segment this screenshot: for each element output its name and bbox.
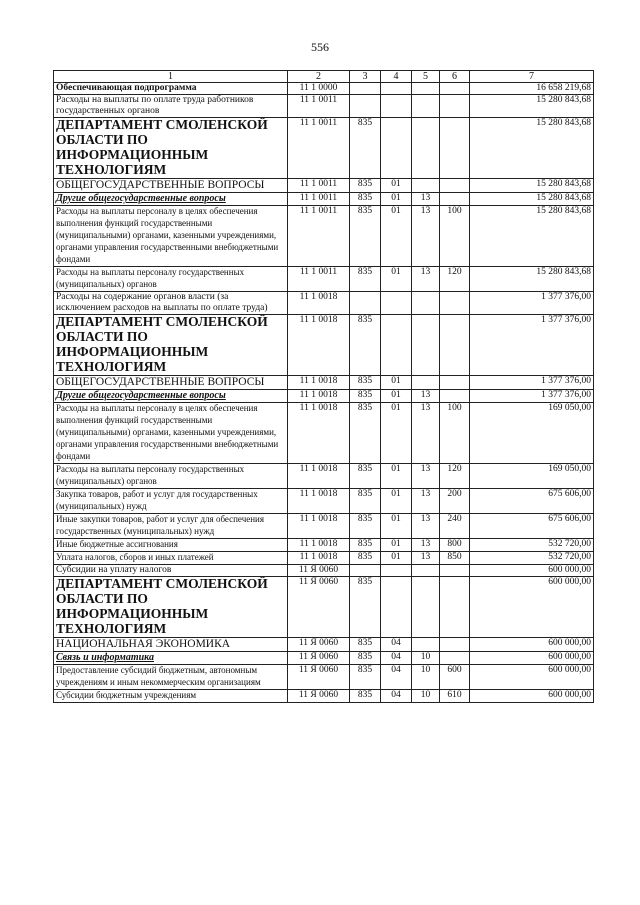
row-subsection xyxy=(412,292,440,315)
row-vr: 200 xyxy=(440,489,470,514)
row-section: 01 xyxy=(381,206,412,267)
table-row xyxy=(54,665,594,690)
row-vr xyxy=(440,193,470,206)
row-label: Субсидии на уплату налогов xyxy=(56,565,172,575)
row-name xyxy=(54,267,288,292)
row-name xyxy=(54,665,288,690)
row-cs-code: 11 Я 0060 xyxy=(288,577,350,638)
row-grbs: 835 xyxy=(350,665,381,690)
table-row xyxy=(54,652,594,665)
row-label: ДЕПАРТАМЕНТ СМОЛЕНСКОЙ ОБЛАСТИ ПО ИНФОРМАЦИОННЫМ ТЕХНОЛОГИЯМ xyxy=(56,314,268,374)
row-vr: 240 xyxy=(440,514,470,539)
row-subsection xyxy=(412,565,440,577)
row-subsection: 13 xyxy=(412,552,440,565)
table-row xyxy=(54,179,594,193)
row-grbs xyxy=(350,95,381,118)
row-section: 01 xyxy=(381,514,412,539)
row-cs-code: 11 1 0011 xyxy=(288,267,350,292)
row-amount: 675 606,00 xyxy=(470,514,594,539)
row-label: Субсидии бюджетным учреждениям xyxy=(56,690,197,700)
row-section: 01 xyxy=(381,489,412,514)
row-vr: 600 xyxy=(440,665,470,690)
row-grbs: 835 xyxy=(350,577,381,638)
row-amount: 600 000,00 xyxy=(470,565,594,577)
row-cs-code: 11 1 0018 xyxy=(288,315,350,376)
row-name xyxy=(54,118,288,179)
table-row xyxy=(54,95,594,118)
table-row xyxy=(54,489,594,514)
row-subsection xyxy=(412,577,440,638)
table-row xyxy=(54,390,594,403)
row-name xyxy=(54,315,288,376)
row-section: 01 xyxy=(381,464,412,489)
row-section: 01 xyxy=(381,552,412,565)
row-amount: 15 280 843,68 xyxy=(470,193,594,206)
table-row xyxy=(54,539,594,552)
row-amount: 532 720,00 xyxy=(470,539,594,552)
row-section xyxy=(381,577,412,638)
row-name xyxy=(54,652,288,665)
row-amount: 15 280 843,68 xyxy=(470,95,594,118)
table-row xyxy=(54,206,594,267)
row-grbs: 835 xyxy=(350,652,381,665)
row-vr: 800 xyxy=(440,539,470,552)
row-vr xyxy=(440,315,470,376)
row-label: Расходы на содержание органов власти (за исключением расходов на выплаты по оплате труда) xyxy=(56,292,268,313)
row-subsection: 13 xyxy=(412,514,440,539)
row-label: ОБЩЕГОСУДАРСТВЕННЫЕ ВОПРОСЫ xyxy=(56,376,265,388)
row-cs-code: 11 1 0011 xyxy=(288,206,350,267)
row-section xyxy=(381,83,412,95)
row-label: Расходы на выплаты персоналу в целях обеспечения выполнения функций государственными (муниципальными) органами, казенными учреждениями, органами управления государственными внебюджетными фондами xyxy=(56,206,279,264)
row-vr: 100 xyxy=(440,403,470,464)
row-amount: 15 280 843,68 xyxy=(470,179,594,193)
row-subsection: 13 xyxy=(412,193,440,206)
row-cs-code: 11 1 0011 xyxy=(288,95,350,118)
row-grbs: 835 xyxy=(350,403,381,464)
row-vr xyxy=(440,95,470,118)
row-amount: 532 720,00 xyxy=(470,552,594,565)
row-subsection xyxy=(412,376,440,390)
row-grbs: 835 xyxy=(350,206,381,267)
row-vr xyxy=(440,179,470,193)
row-cs-code: 11 1 0011 xyxy=(288,193,350,206)
row-name xyxy=(54,539,288,552)
row-subsection xyxy=(412,638,440,652)
row-amount: 675 606,00 xyxy=(470,489,594,514)
row-cs-code: 11 1 0000 xyxy=(288,83,350,95)
row-cs-code: 11 1 0018 xyxy=(288,390,350,403)
row-subsection: 10 xyxy=(412,665,440,690)
row-vr: 850 xyxy=(440,552,470,565)
row-label: Обеспечивающая подпрограмма xyxy=(56,83,197,93)
row-amount: 600 000,00 xyxy=(470,665,594,690)
row-name xyxy=(54,390,288,403)
header-cell: 6 xyxy=(440,71,470,83)
row-name xyxy=(54,638,288,652)
header-cell: 5 xyxy=(412,71,440,83)
row-grbs: 835 xyxy=(350,690,381,703)
row-amount: 600 000,00 xyxy=(470,638,594,652)
row-subsection: 13 xyxy=(412,267,440,292)
row-subsection: 13 xyxy=(412,390,440,403)
budget-table xyxy=(53,70,594,703)
row-amount: 16 658 219,68 xyxy=(470,83,594,95)
table-row xyxy=(54,464,594,489)
row-name xyxy=(54,179,288,193)
row-amount: 15 280 843,68 xyxy=(470,118,594,179)
row-name xyxy=(54,83,288,95)
row-cs-code: 11 Я 0060 xyxy=(288,652,350,665)
row-name xyxy=(54,577,288,638)
row-amount: 600 000,00 xyxy=(470,652,594,665)
table-row xyxy=(54,193,594,206)
row-name xyxy=(54,292,288,315)
row-label: Закупка товаров, работ и услуг для государственных (муниципальных) нужд xyxy=(56,489,258,511)
header-cell: 4 xyxy=(381,71,412,83)
row-cs-code: 11 1 0011 xyxy=(288,179,350,193)
table-row xyxy=(54,403,594,464)
row-label: Расходы на выплаты персоналу государственных (муниципальных) органов xyxy=(56,267,245,289)
row-cs-code: 11 1 0018 xyxy=(288,514,350,539)
table-row xyxy=(54,315,594,376)
row-subsection xyxy=(412,83,440,95)
row-grbs: 835 xyxy=(350,193,381,206)
row-amount: 1 377 376,00 xyxy=(470,315,594,376)
row-section: 04 xyxy=(381,638,412,652)
row-subsection xyxy=(412,179,440,193)
row-amount: 600 000,00 xyxy=(470,690,594,703)
row-vr xyxy=(440,376,470,390)
table-row xyxy=(54,690,594,703)
row-cs-code: 11 1 0018 xyxy=(288,403,350,464)
table-row xyxy=(54,514,594,539)
row-label: Уплата налогов, сборов и иных платежей xyxy=(56,552,214,562)
header-cell: 3 xyxy=(350,71,381,83)
row-cs-code: 11 1 0018 xyxy=(288,539,350,552)
table-row xyxy=(54,83,594,95)
row-name xyxy=(54,690,288,703)
row-name xyxy=(54,464,288,489)
row-amount: 1 377 376,00 xyxy=(470,292,594,315)
row-label: Предоставление субсидий бюджетным, автономным учреждениям и иным некоммерческим организациям xyxy=(56,665,261,687)
table-row xyxy=(54,292,594,315)
row-vr xyxy=(440,652,470,665)
header-cell: 7 xyxy=(470,71,594,83)
row-subsection: 13 xyxy=(412,403,440,464)
row-subsection: 13 xyxy=(412,489,440,514)
row-name xyxy=(54,376,288,390)
row-label: Другие общегосударственные вопросы xyxy=(56,390,226,401)
row-name xyxy=(54,552,288,565)
row-grbs: 835 xyxy=(350,179,381,193)
row-section: 01 xyxy=(381,376,412,390)
table-body xyxy=(54,71,594,703)
row-cs-code: 11 Я 0060 xyxy=(288,638,350,652)
row-section: 04 xyxy=(381,652,412,665)
row-label: Связь и информатика xyxy=(56,652,154,663)
row-section xyxy=(381,565,412,577)
row-amount: 169 050,00 xyxy=(470,464,594,489)
table-row xyxy=(54,267,594,292)
row-name xyxy=(54,403,288,464)
row-grbs xyxy=(350,565,381,577)
row-section: 01 xyxy=(381,179,412,193)
row-vr xyxy=(440,292,470,315)
row-section: 01 xyxy=(381,390,412,403)
table-row xyxy=(54,577,594,638)
row-label: НАЦИОНАЛЬНАЯ ЭКОНОМИКА xyxy=(56,638,231,650)
row-vr xyxy=(440,118,470,179)
page-number: 556 xyxy=(311,40,329,54)
table-row xyxy=(54,565,594,577)
row-cs-code: 11 1 0018 xyxy=(288,292,350,315)
row-section: 01 xyxy=(381,267,412,292)
row-name xyxy=(54,489,288,514)
row-section xyxy=(381,95,412,118)
row-label: Иные бюджетные ассигнования xyxy=(56,539,178,549)
row-vr xyxy=(440,390,470,403)
header-row xyxy=(54,71,594,83)
row-amount: 15 280 843,68 xyxy=(470,206,594,267)
row-name xyxy=(54,514,288,539)
row-name xyxy=(54,95,288,118)
row-section xyxy=(381,315,412,376)
row-grbs: 835 xyxy=(350,390,381,403)
row-name xyxy=(54,565,288,577)
row-cs-code: 11 Я 0060 xyxy=(288,690,350,703)
row-cs-code: 11 1 0018 xyxy=(288,552,350,565)
row-name xyxy=(54,206,288,267)
table-row xyxy=(54,552,594,565)
row-vr: 120 xyxy=(440,464,470,489)
row-grbs: 835 xyxy=(350,315,381,376)
row-subsection: 10 xyxy=(412,652,440,665)
row-subsection: 13 xyxy=(412,206,440,267)
table-row xyxy=(54,376,594,390)
row-cs-code: 11 1 0011 xyxy=(288,118,350,179)
row-subsection xyxy=(412,315,440,376)
row-section: 01 xyxy=(381,403,412,464)
row-section xyxy=(381,118,412,179)
row-grbs: 835 xyxy=(350,638,381,652)
row-vr: 100 xyxy=(440,206,470,267)
row-section: 04 xyxy=(381,665,412,690)
header-cell: 2 xyxy=(288,71,350,83)
row-name xyxy=(54,193,288,206)
row-subsection: 13 xyxy=(412,539,440,552)
row-grbs: 835 xyxy=(350,376,381,390)
row-subsection: 10 xyxy=(412,690,440,703)
header-cell: 1 xyxy=(54,71,288,83)
row-cs-code: 11 Я 0060 xyxy=(288,565,350,577)
row-grbs: 835 xyxy=(350,464,381,489)
row-vr: 610 xyxy=(440,690,470,703)
row-grbs: 835 xyxy=(350,552,381,565)
row-subsection xyxy=(412,118,440,179)
row-cs-code: 11 1 0018 xyxy=(288,489,350,514)
row-amount: 1 377 376,00 xyxy=(470,390,594,403)
row-grbs xyxy=(350,83,381,95)
row-label: ДЕПАРТАМЕНТ СМОЛЕНСКОЙ ОБЛАСТИ ПО ИНФОРМАЦИОННЫМ ТЕХНОЛОГИЯМ xyxy=(56,576,268,636)
row-amount: 169 050,00 xyxy=(470,403,594,464)
row-label: ДЕПАРТАМЕНТ СМОЛЕНСКОЙ ОБЛАСТИ ПО ИНФОРМАЦИОННЫМ ТЕХНОЛОГИЯМ xyxy=(56,117,268,177)
row-grbs: 835 xyxy=(350,118,381,179)
row-section: 04 xyxy=(381,690,412,703)
row-grbs xyxy=(350,292,381,315)
row-grbs: 835 xyxy=(350,539,381,552)
row-label: Расходы на выплаты персоналу государственных (муниципальных) органов xyxy=(56,464,245,486)
row-amount: 15 280 843,68 xyxy=(470,267,594,292)
row-vr: 120 xyxy=(440,267,470,292)
table-row xyxy=(54,638,594,652)
row-amount: 600 000,00 xyxy=(470,577,594,638)
row-label: Другие общегосударственные вопросы xyxy=(56,193,226,204)
row-label: Иные закупки товаров, работ и услуг для обеспечения государственных (муниципальных) нужд xyxy=(56,514,264,536)
row-label: ОБЩЕГОСУДАРСТВЕННЫЕ ВОПРОСЫ xyxy=(56,179,265,191)
row-grbs: 835 xyxy=(350,489,381,514)
row-amount: 1 377 376,00 xyxy=(470,376,594,390)
row-cs-code: 11 1 0018 xyxy=(288,376,350,390)
table-row xyxy=(54,118,594,179)
row-label: Расходы на выплаты персоналу в целях обеспечения выполнения функций государственными (муниципальными) органами, казенными учреждениями, органами управления государственными внебюджетными фондами xyxy=(56,403,279,461)
row-subsection: 13 xyxy=(412,464,440,489)
row-section xyxy=(381,292,412,315)
row-grbs: 835 xyxy=(350,267,381,292)
row-section: 01 xyxy=(381,539,412,552)
row-vr xyxy=(440,638,470,652)
row-vr xyxy=(440,577,470,638)
row-label: Расходы на выплаты по оплате труда работников государственных органов xyxy=(56,95,254,116)
row-subsection xyxy=(412,95,440,118)
row-vr xyxy=(440,565,470,577)
row-grbs: 835 xyxy=(350,514,381,539)
row-section: 01 xyxy=(381,193,412,206)
row-vr xyxy=(440,83,470,95)
row-cs-code: 11 Я 0060 xyxy=(288,665,350,690)
row-cs-code: 11 1 0018 xyxy=(288,464,350,489)
